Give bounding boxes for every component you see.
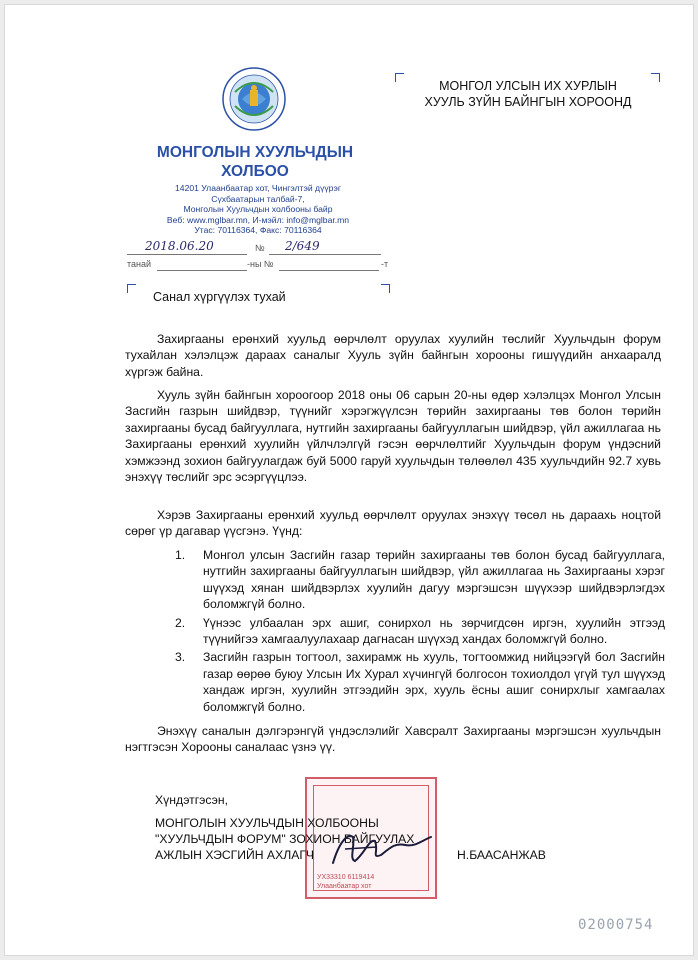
list-item: [175, 547, 665, 613]
reference-label-yours: танай: [127, 259, 152, 269]
reference-row: [127, 239, 389, 273]
body-paragraph-4: Энэхүү саналын дэлгэрэнгүй үндэслэлийг Хавсралт Захиргааны мэргэшсэн хуульчдын нэгтгэсэн Хорооны саналаас үзнэ үү.: [125, 724, 661, 755]
phone-fax-line: Утас: 70116364, Факс: 70116364: [194, 225, 322, 236]
closing-greeting: Хүндэтгэсэн,: [155, 793, 228, 807]
organization-name: [155, 143, 355, 181]
handwritten-signature: [325, 823, 445, 873]
reference-label-of: -ны №: [247, 259, 274, 269]
handwritten-number: 2/649: [285, 239, 320, 253]
list-item: [175, 615, 665, 648]
list-item-number: 3.: [175, 650, 186, 665]
body-paragraph-1: Захиргааны ерөнхий хуульд өөрчлөлт оруулах хуулийн төслийг Хуульчдын форум тухайлан хэлэлцэж дараах саналыг Хууль зүйн байнгын хорооны гишүүдийн анхааралд хүргэж байна.: [125, 332, 661, 379]
list-item-text: Монгол улсын Засгийн газар төрийн захиргааны төв болон бусад байгууллага, нутгийн захиргааны байгууллагын шийдвэр, үйл ажиллагаа нь Захиргааны хэрэг шүүхэд хянан шийдвэрлэх хуулийн дагуу мэргэшсэн шүүхээр шийдвэрлэгдэх боломжгүй болно.: [203, 548, 665, 612]
list-item: [175, 649, 665, 715]
reference-label-end: -т: [381, 259, 389, 269]
organization-contact-info: [153, 183, 363, 236]
corner-bracket: [127, 284, 136, 293]
list-item-number: 2.: [175, 615, 186, 630]
address-line: Сүхбаатарын талбай-7,: [211, 193, 305, 204]
list-item-text: Үүнээс улбаалан эрх ашиг, сонирхол нь зөрчигдсөн иргэн, хуулийн этгээд түүнийгээ хамгаалуулахаар дагнасан шүүхэд хандах боломжгүй болно.: [203, 615, 665, 647]
stamp-city: Улаанбаатар хот: [317, 883, 372, 890]
letter-subject: Санал хүргүүлэх тухай: [153, 290, 286, 304]
stamp-reg-number: УХ33310 6119414: [317, 874, 375, 881]
address-line: 14201 Улаанбаатар хот, Чингэлтэй дүүрэг: [175, 183, 341, 193]
number-label: №: [255, 243, 265, 253]
body-paragraph-3: Хэрэв Захиргааны ерөнхий хуульд өөрчлөлт оруулах энэхүү төсөл нь дараахь ноцтой сөрөг үр дагавар үүсгэнэ. Үүнд:: [125, 508, 661, 539]
handwritten-date: 2018.06.20: [145, 239, 214, 253]
list-item-number: 1.: [175, 548, 186, 562]
web-email-line: Веб: www.mglbar.mn, И-мэйл: info@mglbar.mn: [166, 214, 350, 225]
addressee-block: [397, 78, 659, 110]
signer-name: Н.БААСАНЖАВ: [457, 848, 546, 862]
addressee-line2: ХУУЛЬ ЗҮЙН БАЙНГЫН ХОРООНД: [424, 95, 632, 109]
signer-title-line1: МОНГОЛЫН ХУУЛЬЧДЫН ХОЛБООНЫ: [155, 816, 379, 830]
signer-title-line3: АЖЛЫН ХЭСГИЙН АХЛАГЧ: [155, 848, 315, 862]
consequences-list: [175, 547, 665, 717]
corner-bracket: [381, 284, 390, 293]
address-line: Монголын Хуульчдын холбооны байр: [183, 204, 333, 215]
organization-name-line1: МОНГОЛЫН ХУУЛЬЧДЫН: [156, 144, 354, 161]
yours-date-underline: [157, 270, 247, 271]
signer-title-line2: "ХУУЛЬЧДЫН ФОРУМ" ЗОХИОН БАЙГУУЛАХ: [155, 832, 415, 846]
organization-name-line2: ХОЛБОО: [221, 163, 289, 180]
letter-page: [4, 4, 694, 956]
addressee-line1: МОНГОЛ УЛСЫН ИХ ХУРЛЫН: [439, 79, 617, 93]
number-underline: [269, 254, 381, 255]
list-item-text: Засгийн газрын тогтоол, захирамж нь хууль, тогтоомжид нийцээгүй бол Засгийн газар өөрөө буюу Улсын Их Хурал хүчингүй болгосон тохиолдол үгүй тул шүүхэд хандаж иргэн, хуулийн этгээдийн эрх, хууль ёсны ашиг сонирхлыг хамгаалах боломжгүй болно.: [203, 650, 665, 714]
organization-logo: [221, 66, 287, 132]
date-underline: [127, 254, 247, 255]
yours-number-underline: [279, 270, 379, 271]
body-paragraph-2: Хууль зүйн байнгын хороогоор 2018 оны 06 сарын 20-ны өдөр хэлэлцэх Монгол Улсын Засгийн газрын шийдвэр, түүнийг хэрэгжүүлсэн төрийн захиргааны төв болон төрийн захиргааны бусад байгууллага, нутгийн захиргааны байгууллагын шийдвэр, үйл ажиллагаа нь Захиргааны ерөнхий хуулийн үйлчлэлгүй гэсэн өөрчлөлтийг Хуульчдын форум үндэсний хэмжээнд зохион байгуулагдаж буй 5000 гаруй хуульчдын төлөөлөл 435 хуульчдийн 92.7 хувь энэхүү төслийг эрс эсэргүүцлээ.: [125, 388, 661, 485]
document-serial-number: 02000754: [578, 917, 654, 933]
